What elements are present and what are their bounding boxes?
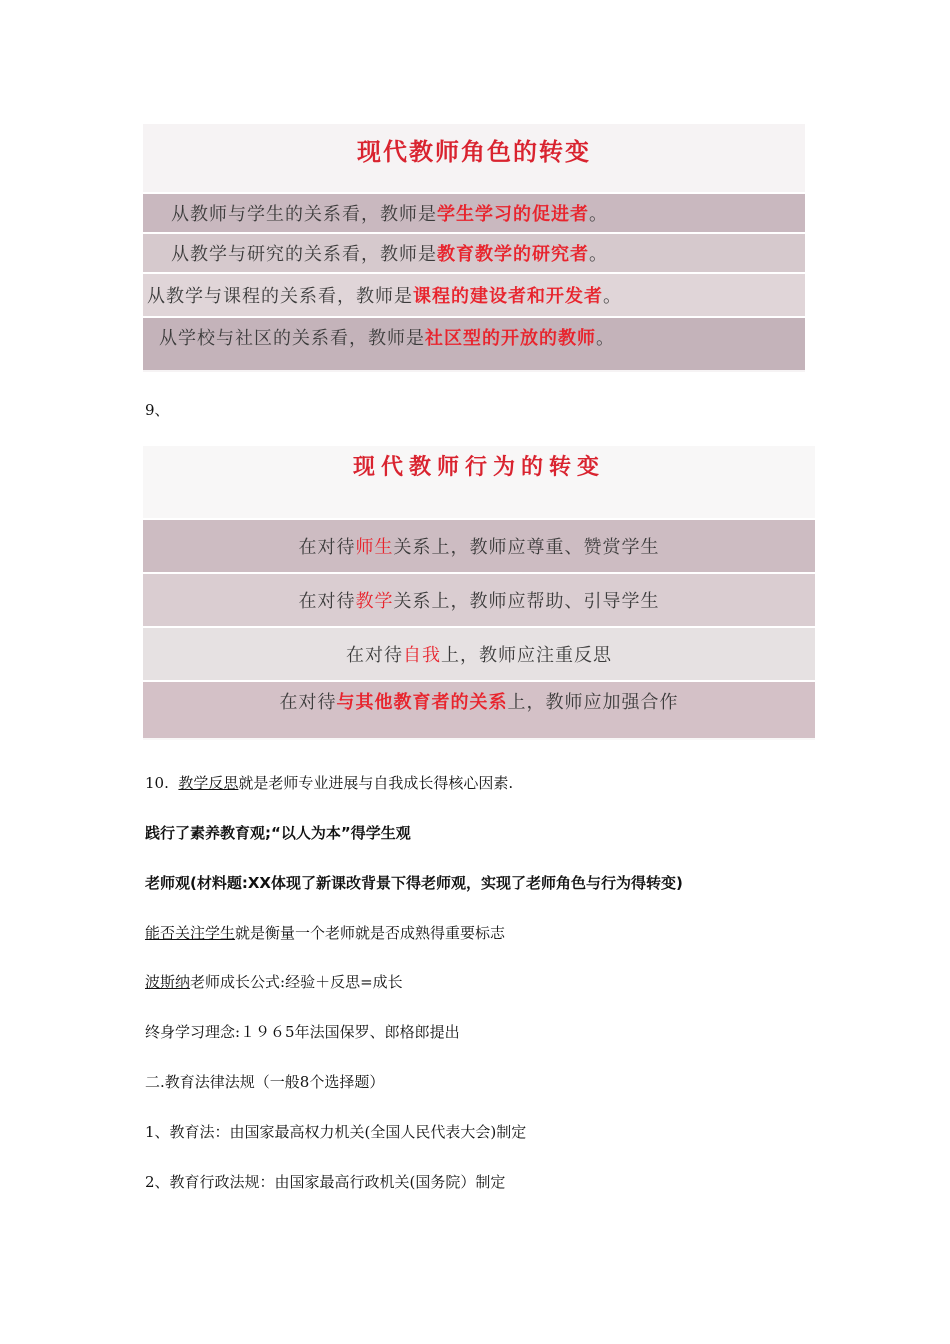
row-highlight: 教学 bbox=[355, 591, 394, 612]
figure-row bbox=[143, 680, 815, 738]
figure-row bbox=[143, 272, 805, 316]
paragraph-text: 老师成长公式:经验＋反思=成长 bbox=[190, 973, 403, 991]
paragraph: 终身学习理念:１９６5年法国保罗、郎格郎提出 bbox=[145, 1023, 460, 1041]
figure-title: 现代教师行为的转变 bbox=[352, 455, 605, 480]
row-text: 在对待 bbox=[298, 591, 356, 612]
row-text: 从教学与课程的关系看，教师是 bbox=[147, 286, 413, 307]
underlined-term: 能否关注学生 bbox=[145, 924, 236, 942]
row-text: 从教师与学生的关系看，教师是 bbox=[171, 204, 437, 225]
figure-row bbox=[143, 192, 805, 232]
row-text-end: 上，教师应加强合作 bbox=[507, 692, 679, 713]
item-number: 10. bbox=[145, 774, 169, 792]
figure-row bbox=[143, 626, 815, 680]
row-highlight: 学生学习的促进者 bbox=[437, 204, 589, 225]
figure-title: 现代教师角色的转变 bbox=[357, 138, 591, 166]
row-text: 从学校与社区的关系看，教师是 bbox=[159, 328, 425, 349]
figure-row bbox=[143, 232, 805, 272]
underlined-term: 波斯纳 bbox=[145, 973, 191, 991]
paragraph: 1、教育法：由国家最高权力机关(全国人民代表大会)制定 bbox=[145, 1123, 527, 1141]
paragraph: 2、教育行政法规：由国家最高行政机关(国务院）制定 bbox=[145, 1173, 506, 1191]
row-highlight: 自我 bbox=[403, 645, 441, 666]
row-highlight: 教育教学的研究者 bbox=[437, 244, 589, 265]
row-text-end: 。 bbox=[603, 286, 622, 307]
bold-paragraph: 践行了素养教育观;“以人为本”得学生观 bbox=[145, 824, 411, 842]
row-text-end: 关系上，教师应帮助、引导学生 bbox=[393, 591, 660, 612]
row-text-end: 。 bbox=[596, 328, 615, 349]
underlined-term: 教学反思 bbox=[178, 774, 239, 792]
paragraph bbox=[145, 923, 505, 943]
row-text-end: 关系上，教师应尊重、赞赏学生 bbox=[393, 537, 660, 558]
row-text: 在对待 bbox=[346, 645, 403, 666]
teacher-role-figure bbox=[143, 124, 805, 372]
section-heading: 二.教育法律法规（一般8个选择题） bbox=[145, 1073, 385, 1091]
row-highlight: 师生 bbox=[355, 537, 394, 558]
paragraph-text: 就是老师专业进展与自我成长得核心因素. bbox=[238, 774, 514, 792]
row-text-end: 。 bbox=[589, 204, 608, 225]
figure-row bbox=[143, 518, 815, 572]
paragraph-text: 就是衡量一个老师就是否成熟得重要标志 bbox=[235, 924, 506, 942]
paragraph bbox=[145, 972, 403, 992]
row-text: 在对待 bbox=[279, 692, 337, 713]
row-text-end: 。 bbox=[589, 244, 608, 265]
figure-row bbox=[143, 572, 815, 626]
row-text: 在对待 bbox=[298, 537, 356, 558]
row-highlight: 与其他教育者的关系 bbox=[336, 692, 508, 713]
paragraph-10 bbox=[145, 773, 513, 793]
figure-row bbox=[143, 316, 805, 370]
teacher-behavior-figure bbox=[143, 446, 815, 740]
row-highlight: 社区型的开放的教师 bbox=[425, 328, 596, 349]
bold-paragraph: 老师观(材料题:XX体现了新课改背景下得老师观，实现了老师角色与行为得转变) bbox=[145, 874, 683, 892]
row-text: 从教学与研究的关系看，教师是 bbox=[171, 244, 437, 265]
row-text-end: 上，教师应注重反思 bbox=[441, 645, 612, 666]
row-highlight: 课程的建设者和开发者 bbox=[413, 286, 603, 307]
item-9-label: 9、 bbox=[145, 401, 170, 419]
